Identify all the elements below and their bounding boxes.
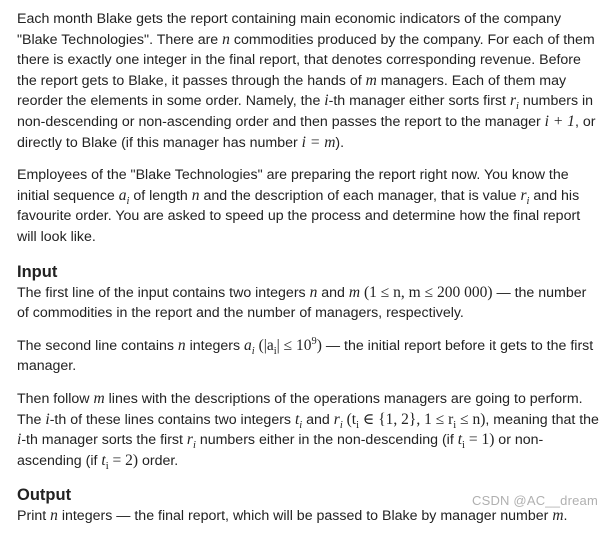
subscript-i: i [126,195,130,207]
subscript-i: i [339,419,343,431]
text: and his favourite order. You are asked to speed up the process and determine how the final report will look like. [17,187,581,245]
text: and [317,284,349,301]
text: — the number of commodities in the report and the number of managers, respectively. [17,284,587,322]
output-heading: Output [17,486,72,505]
math-r: r [333,410,340,428]
math-t-equals-2 [101,451,139,472]
csdn-watermark: CSDN @AC__dream [471,493,598,509]
math-i-plus-1: i + 1 [544,112,575,130]
math-i-equals-m: i = m [301,133,336,151]
text: -th manager either sorts first [328,93,510,110]
math-r: r [520,186,527,204]
text: managers. Each of them may reorder the elements in some order. Namely, the [17,72,567,110]
math-n: n [177,336,186,354]
input-paragraph-1 [17,283,601,324]
math-n: n [191,186,200,204]
text: Then follow [17,390,94,407]
text: -th of these lines contains two integers [49,411,295,428]
text: The second line contains [17,337,178,354]
math-a: a [118,186,127,204]
text: , meaning that the [485,411,599,428]
math-r: r [509,92,516,110]
math-part: (|a [254,336,274,354]
subscript-i: i [462,440,465,452]
statement-paragraph-2 [17,165,601,247]
text: lines with the descriptions of the operations managers are going to perform. The [17,390,583,428]
math-part: ) [316,336,322,354]
math-t: t [294,410,300,428]
text: and [302,411,334,428]
text: -th manager sorts the first [21,432,187,449]
math-r-i [186,431,196,452]
math-a: a [244,336,252,354]
math-r-i [333,410,343,431]
input-heading: Input [17,262,58,281]
math-i: i [17,431,22,449]
text: Print [17,508,51,525]
math-part: | ≤ 10 [276,336,312,354]
text: order. [138,452,179,469]
subscript-i: i [105,460,109,472]
math-i: i [324,92,329,110]
text: or non-ascending (if [17,432,544,469]
math-part: = 2) [108,451,139,469]
math-r-i [509,92,519,113]
subscript-i: i [192,440,196,452]
math-m: m [552,507,564,525]
text: integers [185,337,245,354]
math-m: m [93,389,105,407]
subscript-i: i [273,345,277,357]
math-r: r [186,431,193,449]
math-t-equals-1 [457,431,495,452]
input-paragraph-2 [17,336,601,377]
math-n: n [222,30,230,48]
math-part: ≤ n) [456,410,486,428]
math-m: m [348,283,361,301]
text: Employees of the "Blake Technologies" are preparing the report right now. You know the initial sequence [17,167,569,204]
math-part: (t [342,410,357,428]
math-i: i [45,410,50,428]
superscript-9: 9 [311,335,317,347]
text: integers — the final report, which will be passed to Blake by manager number [57,508,553,525]
text: of length [129,187,192,204]
math-a-i [118,186,130,207]
text: ). [335,134,345,151]
text: — the initial report before it gets to the first manager. [17,337,594,375]
math-constraint-a [254,335,322,357]
text: . [563,508,568,525]
math-part: ∈ {1, 2}, 1 ≤ r [359,410,454,428]
subscript-i: i [526,195,530,207]
subscript-i: i [299,419,303,431]
text: numbers in non-descending or non-ascending order and then passes the report to the manager [17,93,594,130]
input-paragraph-3 [17,389,601,471]
text: , or directly to Blake (if this manager has number [17,113,596,151]
text: commodities produced by the company. For each of them there is exactly one integer in the final report, that denotes corresponding revenue. Before the report gets to Blake, it passes through the hands of [17,31,595,89]
problem-statement [17,9,601,539]
math-m: m [365,71,377,89]
math-n: n [309,283,318,301]
text: numbers either in the non-descending (if [195,432,458,449]
subscript-i: i [516,101,519,113]
math-t: t [101,451,106,469]
text: and the description of each manager, that is value [199,187,521,204]
math-constraint-t-r [342,410,486,431]
text: The first line of the input contains two integers [17,284,310,301]
subscript-i: i [356,419,359,431]
math-n: n [50,507,58,525]
math-a-i [244,336,255,357]
subscript-i: i [251,345,255,357]
subscript-i: i [453,419,457,431]
math-part: = 1) [464,431,495,449]
text: Each month Blake gets the report containing main economic indicators of the company "Blake Technologies". There are [17,11,562,48]
statement-paragraph-1 [17,9,601,153]
math-t: t [457,431,463,449]
math-constraint-n-m: (1 ≤ n, m ≤ 200 000) [360,283,493,301]
